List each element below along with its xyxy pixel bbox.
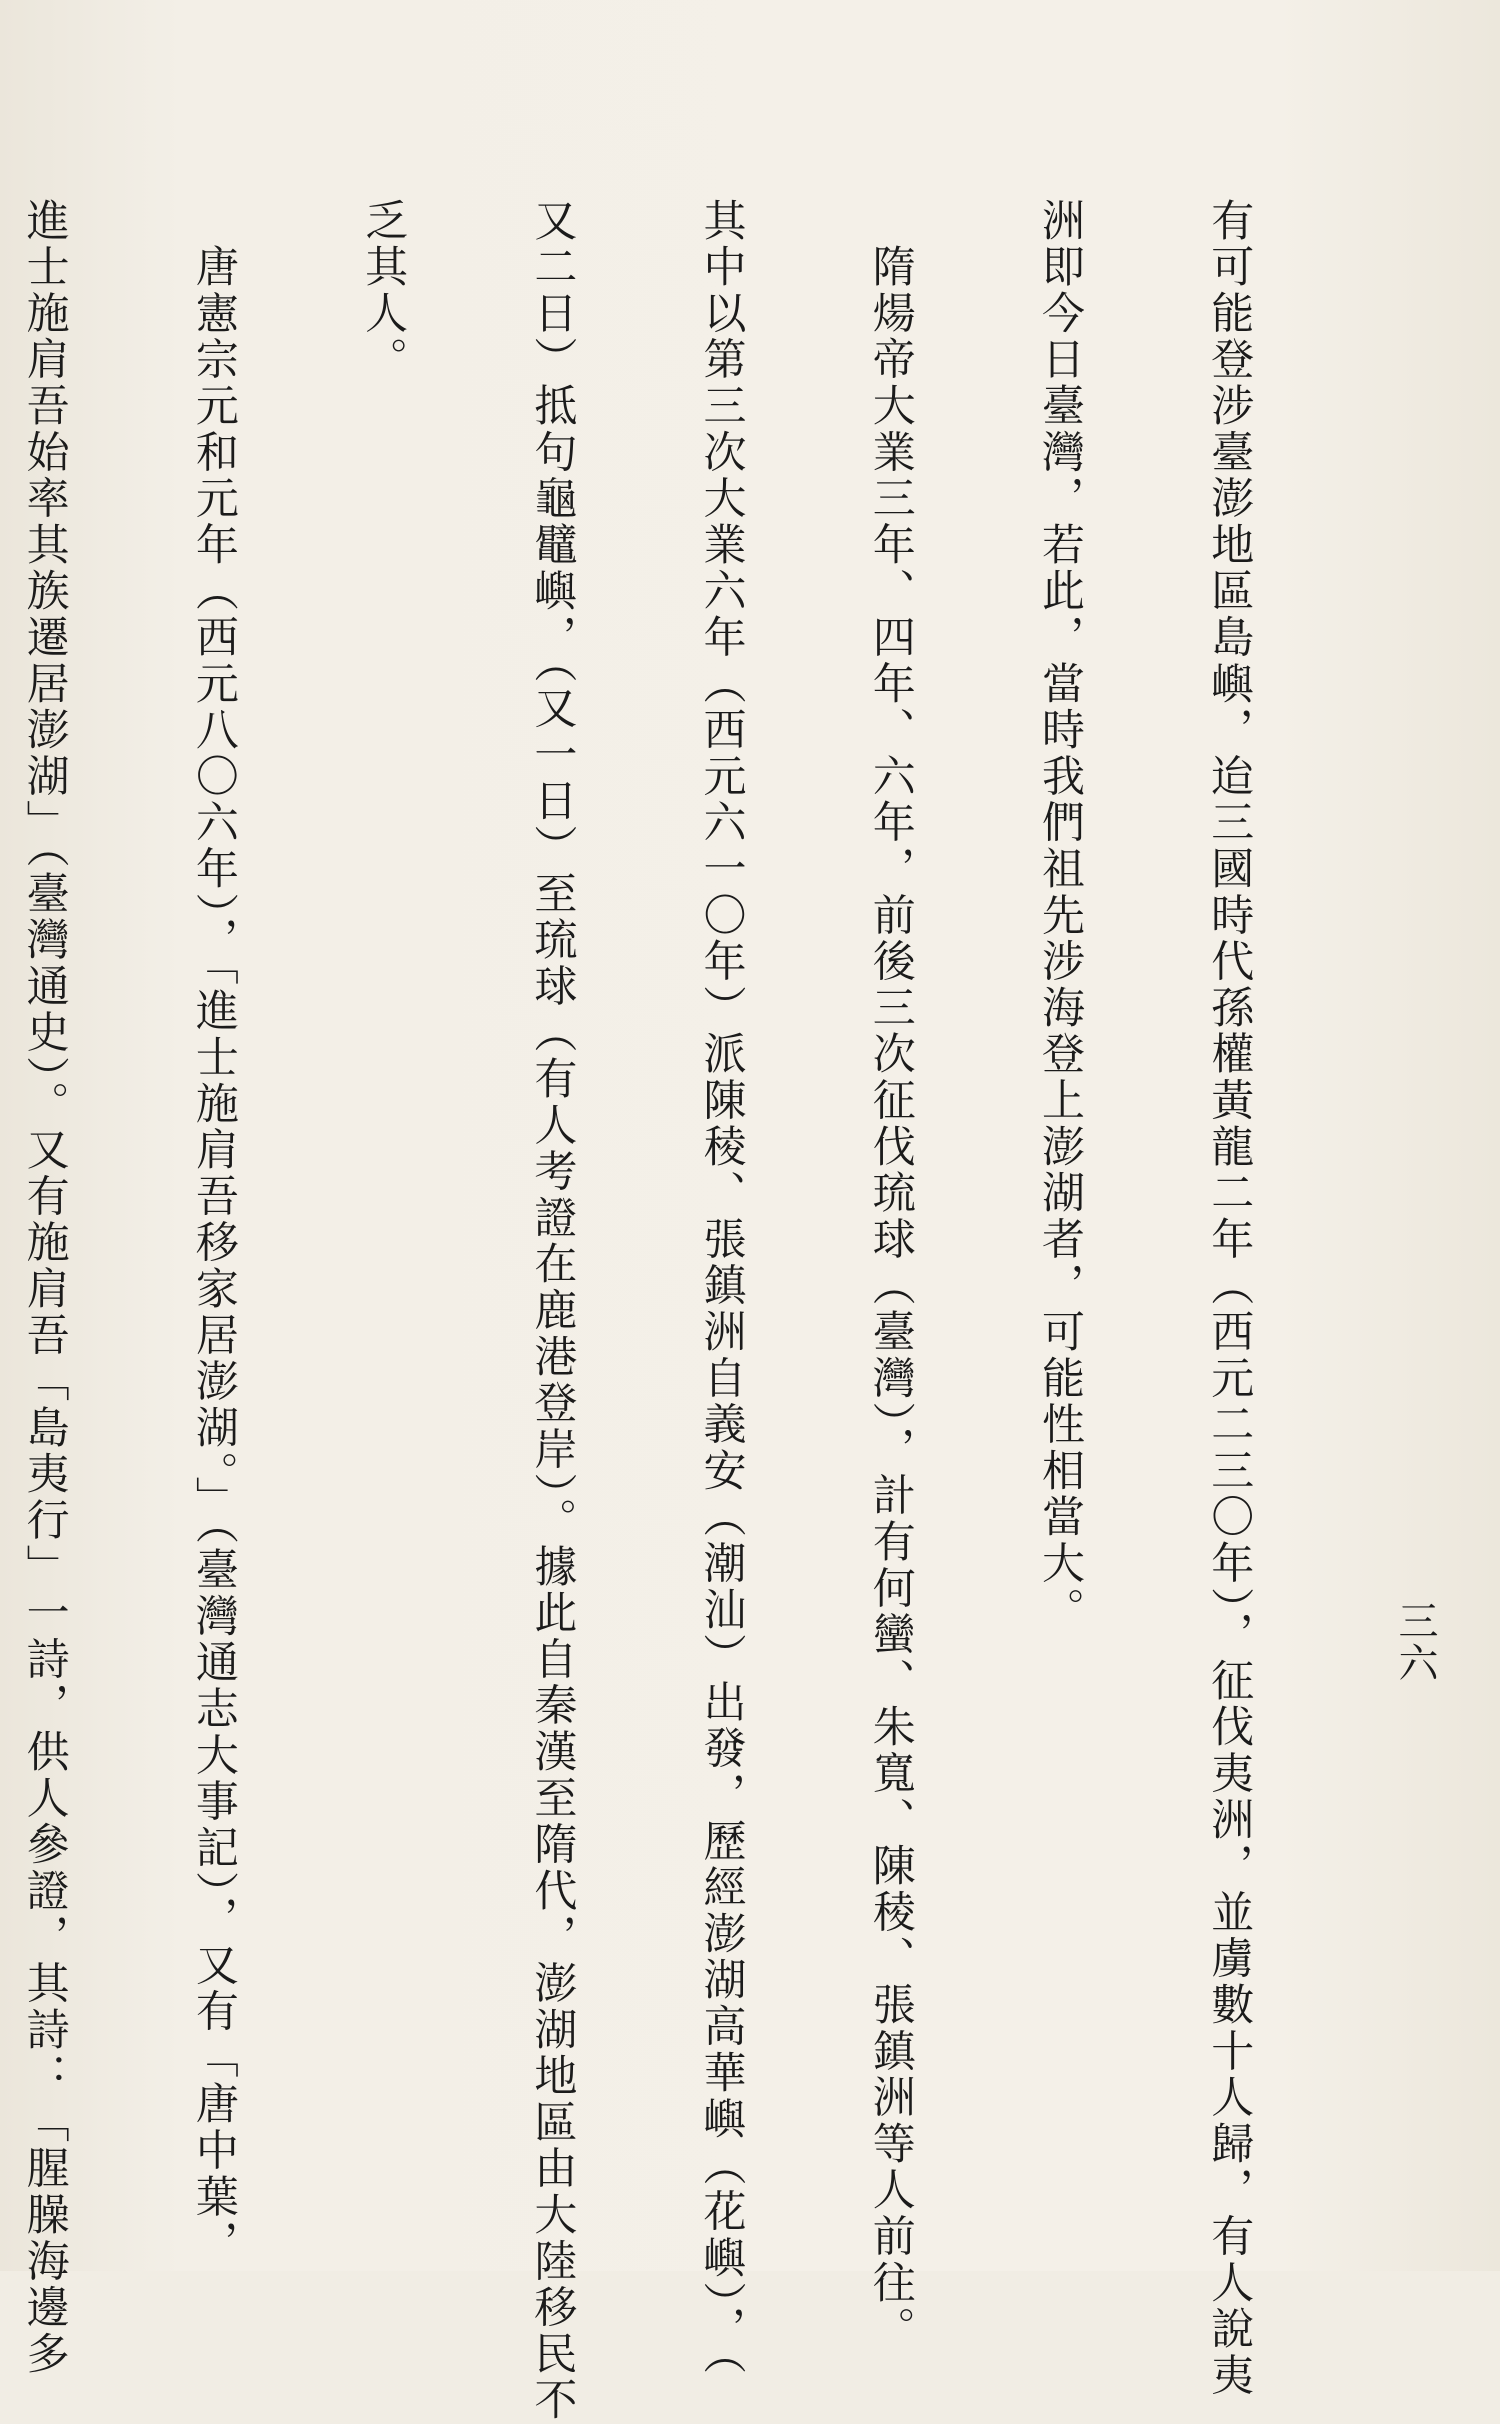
text-line: 進士施肩吾始率其族遷居澎湖」（臺灣通史）。又有施肩吾「島夷行」一詩，供人參證，其詩：「腥臊海邊多 [19,198,70,2378]
text-line: 有可能登涉臺澎地區島嶼，迨三國時代孫權黃龍二年（西元二三〇年），征伐夷洲，並虜數十人歸，有人說夷 [1204,198,1255,2399]
page-number: 三六 [1392,1600,1438,1684]
text-line: 洲即今日臺灣，若此，當時我們祖先涉海登上澎湖者，可能性相當大。 [1034,198,1085,1634]
text-line: 乏其人。 [358,198,409,384]
text-line: 唐憲宗元和元年（西元八〇六年），「進士施肩吾移家居澎湖。」（臺灣通志大事記），又有「唐中葉， [188,198,239,2267]
text-line: 隋煬帝大業三年、四年、六年，前後三次征伐琉球（臺灣），計有何蠻、朱寬、陳稜、張鎮洲等人前往。 [865,198,916,2353]
text-line: 又二日）抵句龜鼊嶼，（又一日）至琉球（有人考證在鹿港登岸）。據此自秦漢至隋代，澎湖地區由大陸移民不 [527,198,578,2424]
text-line: 其中以第三次大業六年（西元六一〇年）派陳稜、張鎮洲自義安（潮汕）出發，歷經澎湖高華嶼（花嶼），（ [696,198,747,2378]
body-text [0,198,1370,2424]
